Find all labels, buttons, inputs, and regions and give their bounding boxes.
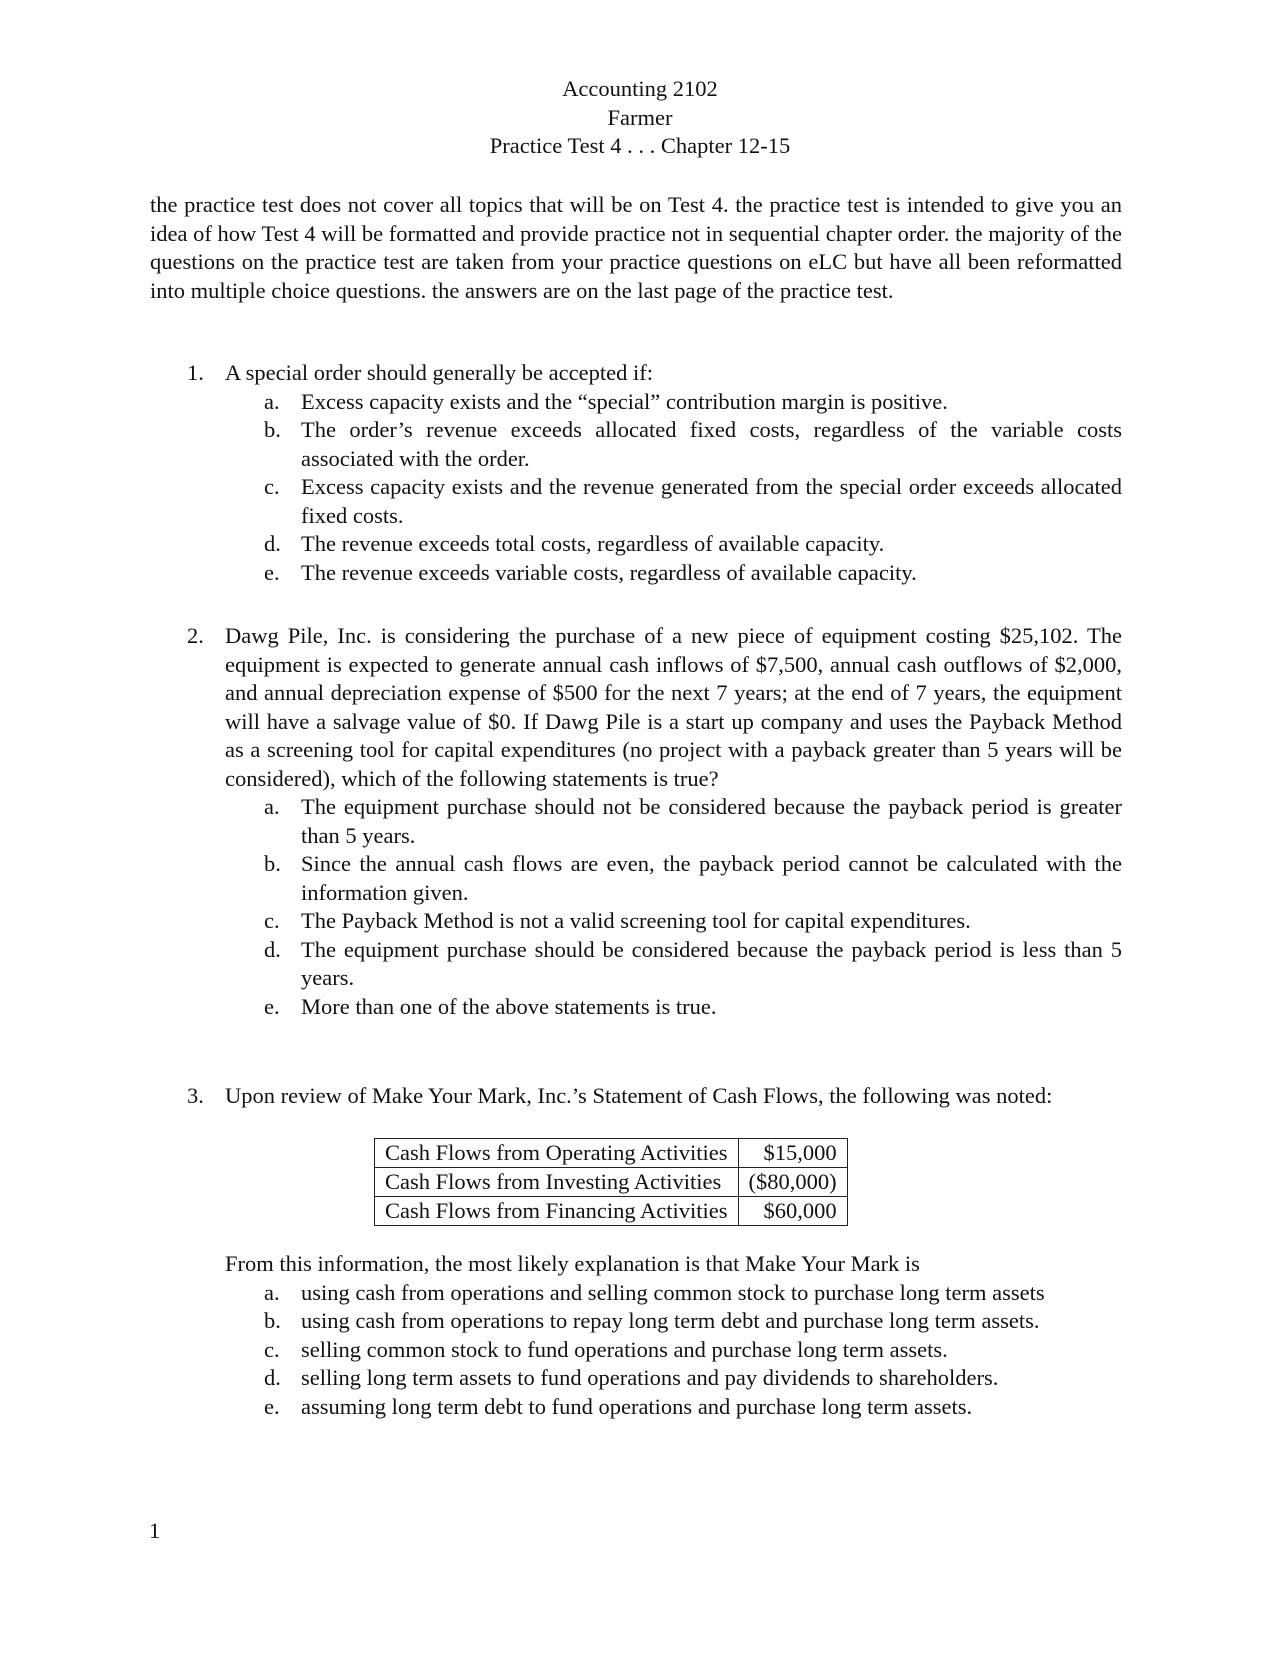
cash-flow-table: [374, 1138, 848, 1226]
answer-options: [264, 793, 1122, 1021]
option-letter: d.: [264, 936, 281, 962]
question-1: [187, 359, 1122, 587]
option-a: [264, 1279, 1122, 1308]
option-e: [264, 993, 1122, 1022]
question-3: [187, 1082, 1122, 1111]
question-text: Upon review of Make Your Mark, Inc.’s Statement of Cash Flows, the following was noted:: [225, 1083, 1053, 1108]
option-a: [264, 793, 1122, 850]
option-c: [264, 473, 1122, 530]
question-2: [187, 622, 1122, 1021]
followup-text: From this information, the most likely explanation is that Make Your Mark is: [225, 1251, 920, 1276]
instructor-name: Farmer: [607, 104, 673, 130]
row-amount: $15,000: [738, 1139, 847, 1168]
option-letter: b.: [264, 417, 281, 442]
option-text: using cash from operations and selling common stock to purchase long term assets: [301, 1279, 1045, 1305]
page-number: 1: [149, 1518, 161, 1543]
option-d: [264, 936, 1122, 993]
option-text: The order’s revenue exceeds allocated fixed costs, regardless of the variable costs associated with the order.: [301, 417, 1122, 471]
option-letter: b.: [264, 1308, 281, 1333]
option-text: More than one of the above statements is true.: [301, 993, 717, 1019]
option-text: Since the annual cash flows are even, the payback period cannot be calculated with the information given.: [301, 851, 1122, 905]
option-letter: d.: [264, 1365, 281, 1390]
option-text: using cash from operations to repay long term debt and purchase long term assets.: [301, 1308, 1040, 1333]
table-row: [375, 1139, 848, 1168]
option-e: [264, 1393, 1122, 1422]
option-letter: c.: [264, 474, 280, 499]
question-text: A special order should generally be accepted if:: [225, 360, 653, 385]
option-letter: e.: [264, 993, 280, 1019]
row-label: Cash Flows from Operating Activities: [375, 1139, 739, 1168]
option-d: [264, 530, 1122, 559]
option-text: Excess capacity exists and the “special” contribution margin is positive.: [301, 388, 948, 414]
option-text: The equipment purchase should be considered because the payback period is less than 5 years.: [301, 936, 1122, 990]
option-letter: e.: [264, 1393, 280, 1419]
answer-options: [264, 1279, 1122, 1422]
option-c: [264, 1336, 1122, 1365]
option-letter: c.: [264, 908, 280, 933]
row-amount: $60,000: [738, 1197, 847, 1226]
option-b: [264, 850, 1122, 907]
row-label: Cash Flows from Investing Activities: [375, 1168, 739, 1197]
option-text: The equipment purchase should not be considered because the payback period is greater than 5 years.: [301, 794, 1122, 848]
answer-options: [264, 388, 1122, 588]
option-d: [264, 1364, 1122, 1393]
option-text: selling long term assets to fund operations and pay dividends to shareholders.: [301, 1365, 999, 1390]
question-text: Dawg Pile, Inc. is considering the purchase of a new piece of equipment costing $25,102. The equipment is expected to generate annual cash inflows of $7,500, annual cash outflows of $2,000, and annual depreciation expense of $500 for the next 7 years; at the end of 7 years, the equipment will have a salvage value of $0. If Dawg Pile is a start up company and uses the Payback Method as a screening tool for capital expenditures (no project with a payback greater than 5 years will be considered), which of the following statements is true?: [225, 623, 1122, 791]
option-letter: d.: [264, 531, 281, 556]
question-number: 3.: [187, 1083, 204, 1108]
option-b: [264, 416, 1122, 473]
course-title: Accounting 2102: [562, 76, 718, 101]
question-number: 2.: [187, 623, 204, 648]
option-a: [264, 388, 1122, 417]
intro-paragraph: the practice test does not cover all topics that will be on Test 4. the practice test is intended to give you an idea of how Test 4 will be formatted and provide practice not in sequential chapter order. the majority of the questions on the practice test are taken from your practice questions on eLC but have all been reformatted into multiple choice questions. the answers are on the last page of the practice test.: [150, 192, 1122, 303]
option-text: The revenue exceeds variable costs, regardless of available capacity.: [301, 559, 917, 585]
option-letter: b.: [264, 851, 281, 876]
row-amount: ($80,000): [738, 1168, 847, 1197]
document-header: [0, 75, 1280, 161]
option-c: [264, 907, 1122, 936]
option-text: Excess capacity exists and the revenue generated from the special order exceeds allocated fixed costs.: [301, 474, 1122, 528]
option-b: [264, 1307, 1122, 1336]
option-text: The revenue exceeds total costs, regardless of available capacity.: [301, 531, 885, 556]
option-letter: e.: [264, 559, 280, 585]
question-number: 1.: [187, 360, 204, 385]
option-letter: a.: [264, 794, 280, 819]
option-letter: a.: [264, 388, 280, 414]
test-title: Practice Test 4 . . . Chapter 12-15: [489, 133, 791, 158]
option-letter: a.: [264, 1279, 280, 1305]
option-text: The Payback Method is not a valid screening tool for capital expenditures.: [301, 908, 971, 933]
table-row: [375, 1168, 848, 1197]
option-text: assuming long term debt to fund operations and purchase long term assets.: [301, 1393, 973, 1419]
question-3-followup: [225, 1250, 1122, 1421]
row-label: Cash Flows from Financing Activities: [375, 1197, 739, 1226]
option-letter: c.: [264, 1336, 280, 1362]
option-text: selling common stock to fund operations and purchase long term assets.: [301, 1336, 948, 1362]
option-e: [264, 559, 1122, 588]
table-row: [375, 1197, 848, 1226]
